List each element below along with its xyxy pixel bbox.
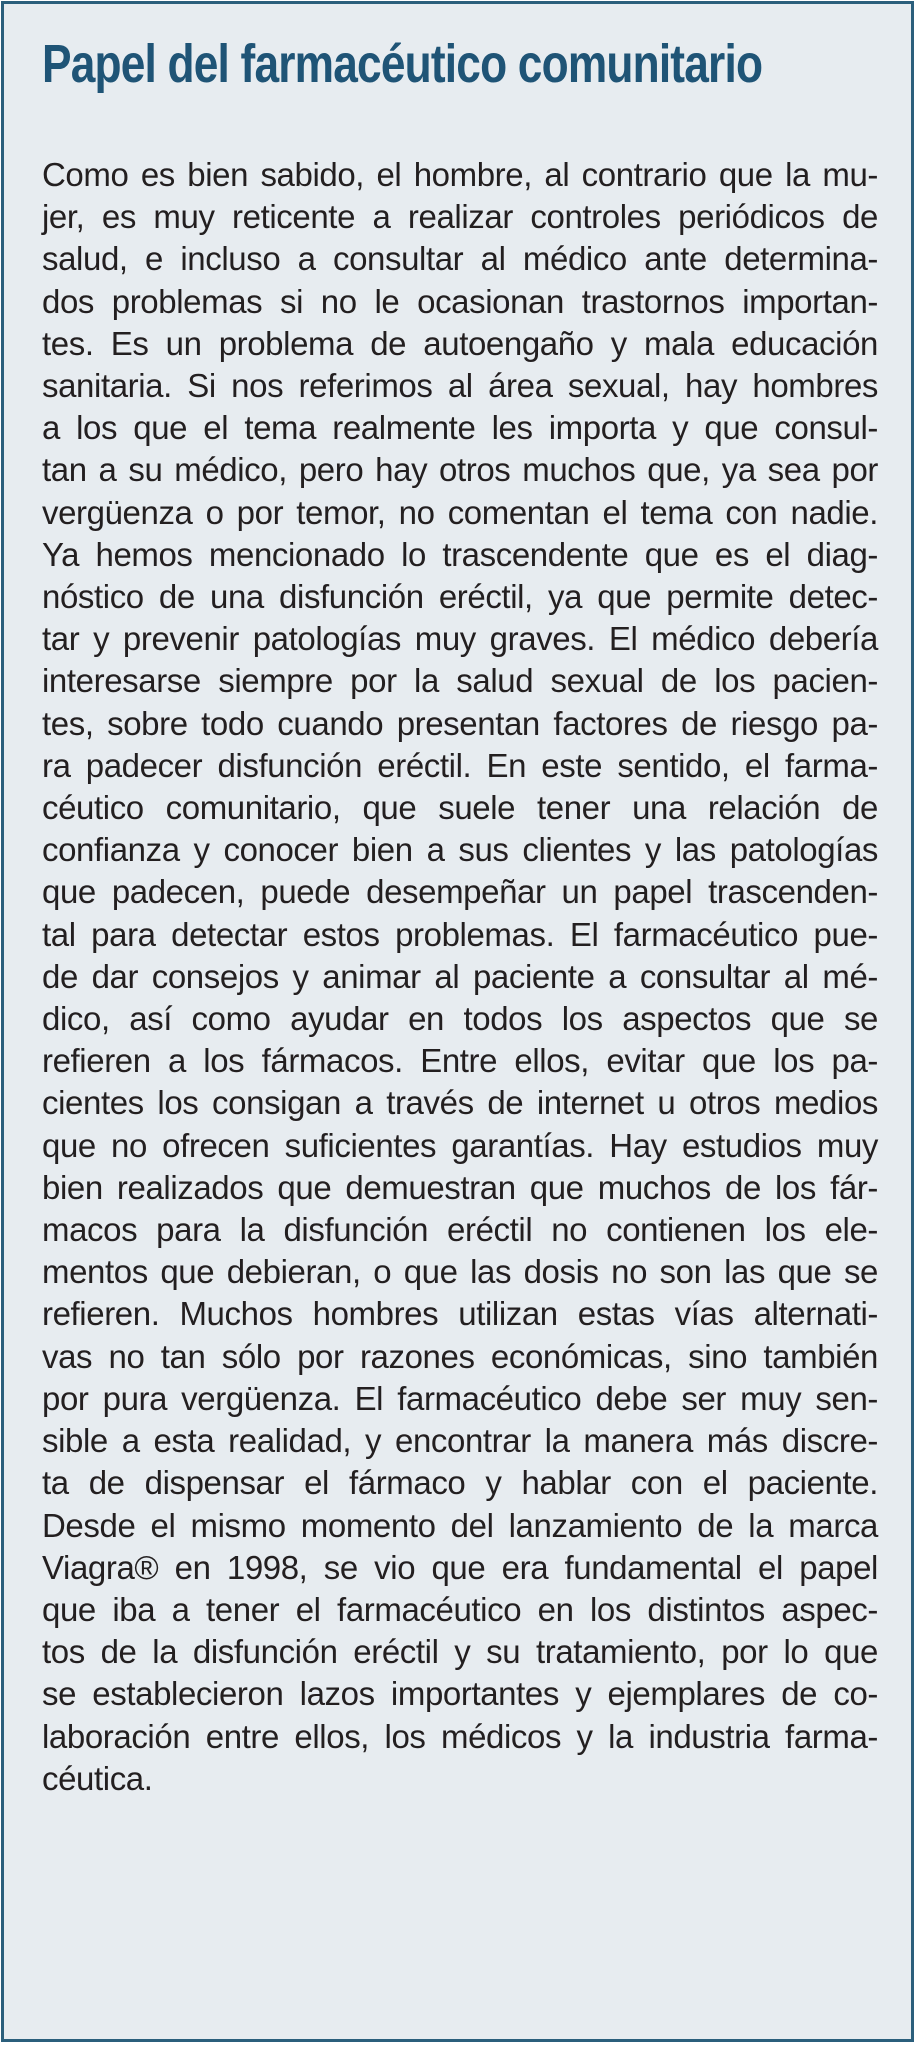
text-line: macos para la disfunción eréctil no contienen los ele- <box>42 1211 878 1249</box>
text-line: jer, es muy reticente a realizar controles periódicos de <box>42 198 878 236</box>
text-line: a los que el tema realmente les importa y que consul- <box>42 409 878 447</box>
text-line: tes. Es un problema de autoengaño y mala educación <box>42 324 878 362</box>
text-line: vergüenza o por temor, no comentan el tema con nadie. <box>42 493 878 531</box>
text-line: Desde el mismo momento del lanzamiento de la marca <box>42 1506 878 1544</box>
text-line: Ya hemos mencionado lo trascendente que es el diag- <box>42 535 878 573</box>
text-line: mentos que debieran, o que las dosis no son las que se <box>42 1253 878 1291</box>
text-line: de dar consejos y animar al paciente a consultar al mé- <box>42 957 878 995</box>
text-line: dos problemas si no le ocasionan trastornos importan- <box>42 282 878 320</box>
text-line: nóstico de una disfunción eréctil, ya que permite detec- <box>42 578 878 616</box>
text-line: confianza y conocer bien a sus clientes y las patologías <box>42 831 878 869</box>
text-line: dico, así como ayudar en todos los aspectos que se <box>42 1000 878 1038</box>
text-line: salud, e incluso a consultar al médico ante determina- <box>42 240 878 278</box>
text-line: que iba a tener el farmacéutico en los distintos aspec- <box>42 1590 878 1628</box>
text-line: tan a su médico, pero hay otros muchos que, ya sea por <box>42 451 878 489</box>
text-line: refieren. Muchos hombres utilizan estas vías alternati- <box>42 1295 878 1333</box>
text-line: interesarse siempre por la salud sexual de los pacien- <box>42 662 878 700</box>
text-line: tes, sobre todo cuando presentan factores de riesgo pa- <box>42 704 878 742</box>
text-line: sible a esta realidad, y encontrar la manera más discre- <box>42 1422 878 1460</box>
body-paragraph <box>42 154 878 1800</box>
box-title: Papel del farmacéutico comunitario <box>42 34 763 94</box>
text-line: Viagra® en 1998, se vio que era fundamental el papel <box>42 1548 878 1586</box>
text-line: tos de la disfunción eréctil y su tratamiento, por lo que <box>42 1633 878 1671</box>
text-line: se establecieron lazos importantes y ejemplares de co- <box>42 1675 878 1713</box>
text-line: ra padecer disfunción eréctil. En este sentido, el farma- <box>42 746 878 784</box>
text-line: que no ofrecen suficientes garantías. Hay estudios muy <box>42 1126 878 1164</box>
text-line: laboración entre ellos, los médicos y la industria farma- <box>42 1717 878 1755</box>
text-line: cientes los consigan a través de internet u otros medios <box>42 1084 878 1122</box>
text-line: tar y prevenir patologías muy graves. El médico debería <box>42 620 878 658</box>
text-line: Como es bien sabido, el hombre, al contrario que la mu- <box>42 156 878 193</box>
text-line: céutica. <box>42 1759 153 1797</box>
text-line: tal para detectar estos problemas. El farmacéutico pue- <box>42 915 878 953</box>
info-box <box>1 1 914 2042</box>
text-line: sanitaria. Si nos referimos al área sexual, hay hombres <box>42 367 878 405</box>
text-line: ta de dispensar el fármaco y hablar con el paciente. <box>42 1464 878 1502</box>
text-line: refieren a los fármacos. Entre ellos, evitar que los pa- <box>42 1042 878 1080</box>
text-line: que padecen, puede desempeñar un papel trascenden- <box>42 873 878 911</box>
text-line: céutico comunitario, que suele tener una relación de <box>42 789 878 827</box>
text-line: vas no tan sólo por razones económicas, sino también <box>42 1337 878 1375</box>
text-line: bien realizados que demuestran que muchos de los fár- <box>42 1168 878 1206</box>
text-line: por pura vergüenza. El farmacéutico debe ser muy sen- <box>42 1379 878 1417</box>
